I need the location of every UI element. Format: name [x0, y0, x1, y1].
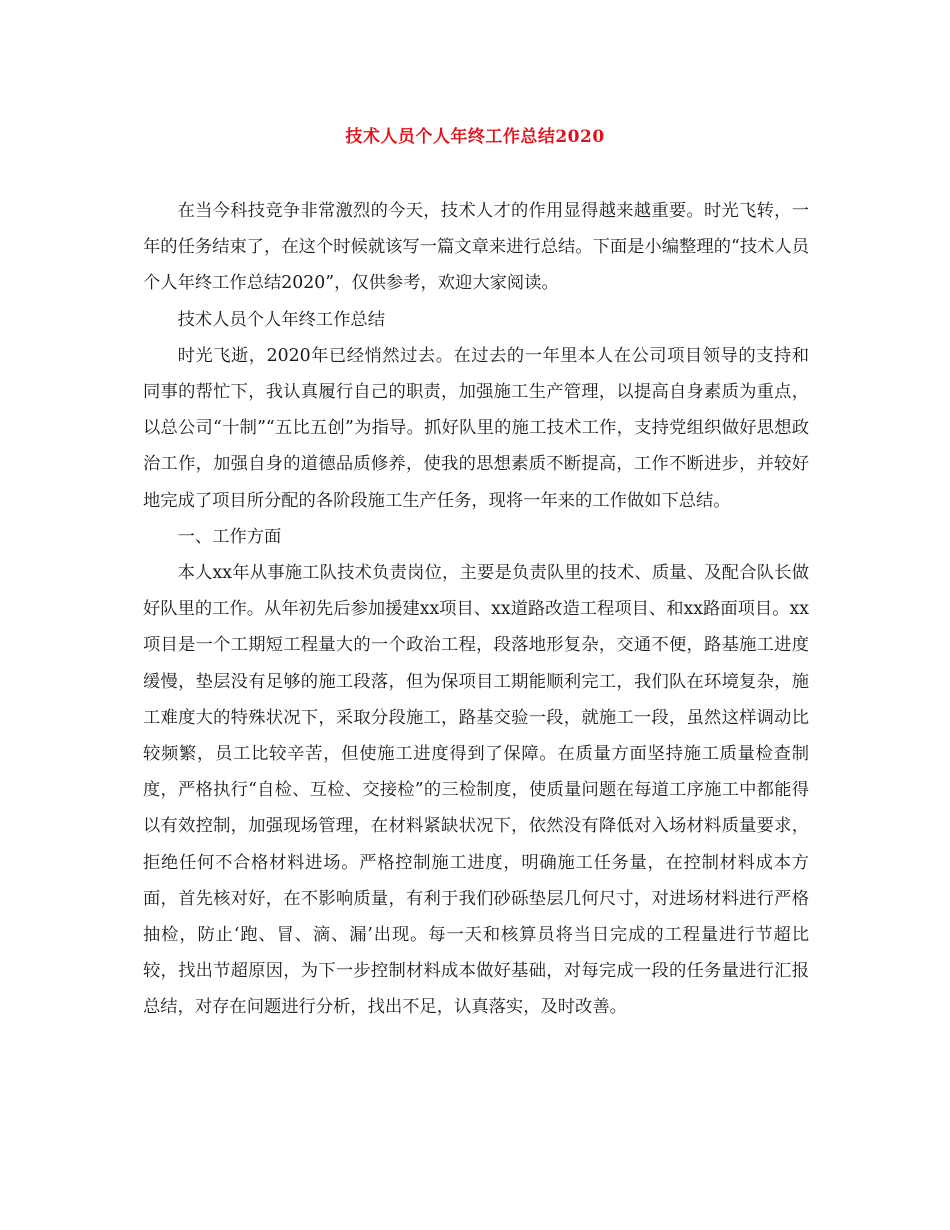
- document-body: [143, 193, 809, 1026]
- intro-paragraph: 在当今科技竞争非常激烈的今天，技术人才的作用显得越来越重要。时光飞转，一年的任务结束了，在这个时候就该写一篇文章来进行总结。下面是小编整理的“技术人员个人年终工作总结2020”，仅供参考，欢迎大家阅读。: [143, 201, 809, 294]
- work-aspect-heading: 一、工作方面: [177, 526, 282, 547]
- document-title: 技术人员个人年终工作总结2020: [345, 127, 605, 147]
- summary-paragraph: 时光飞逝，2020年已经悄然过去。在过去的一年里本人在公司项目领导的支持和同事的帮忙下，我认真履行自己的职责，加强施工生产管理，以提高自身素质为重点，以总公司“十制”“五比五创”为指导。抓好队里的施工技术工作，支持党组织做好思想政治工作，加强自身的道德品质修养，使我的思想素质不断提高，工作不断进步，并较好地完成了项目所分配的各阶段施工生产任务，现将一年来的工作做如下总结。: [143, 345, 809, 511]
- section-heading: 技术人员个人年终工作总结: [177, 309, 385, 330]
- work-details-paragraph: 本人xx年从事施工队技术负责岗位，主要是负责队里的技术、质量、及配合队长做好队里的工作。从年初先后参加援建xx项目、xx道路改造工程项目、和xx路面项目。xx项目是一个工期短工程量大的一个政治工程，段落地形复杂，交通不便，路基施工进度缓慢，垫层没有足够的施工段落，但为保项目工期能顺利完工，我们队在环境复杂，施工难度大的特殊状况下，采取分段施工，路基交验一段，就施工一段，虽然这样调动比较频繁，员工比较辛苦，但使施工进度得到了保障。在质量方面坚持施工质量检查制度，严格执行“自检、互检、交接检”的三检制度，使质量问题在每道工序施工中都能得以有效控制，加强现场管理，在材料紧缺状况下，依然没有降低对入场材料质量要求，拒绝任何不合格材料进场。严格控制施工进度，明确施工任务量，在控制材料成本方面，首先核对好，在不影响质量，有利于我们砂砾垫层几何尺寸，对进场材料进行严格抽检，防止‘跑、冒、滴、漏’出现。每一天和核算员将当日完成的工程量进行节超比较，找出节超原因，为下一步控制材料成本做好基础，对每完成一段的任务量进行汇报总结，对存在问题进行分析，找出不足，认真落实，及时改善。: [143, 563, 809, 1018]
